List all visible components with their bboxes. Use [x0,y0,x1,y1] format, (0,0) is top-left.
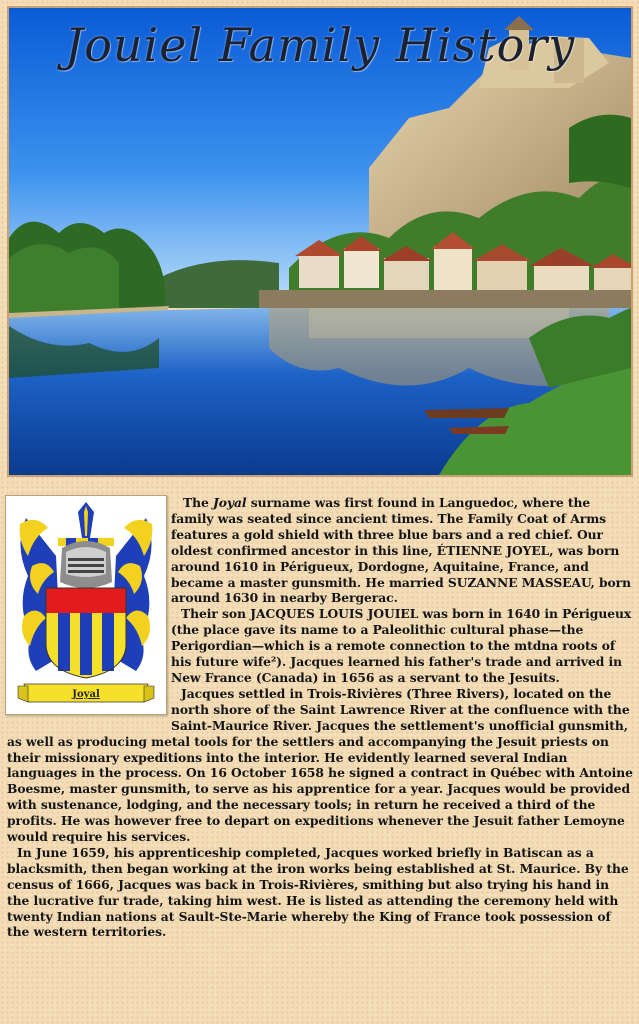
paragraph-2: Their son JACQUES LOUIS JOUIEL was born in 1640 in Périgueux (the place gave its name to a Paleolithic cultural phase—the Perigordian—which is a remote connection to the mtdna roots of his future wife²). Jacques learned his father's trade and arrived in New France (Canada) in 1656 as a servant to the Jesuits. [171,606,632,685]
paragraph-3: Jacques settled in Trois-Rivières (Three Rivers), located on the north shore of the Saint Lawrence River at the confluence with the Saint-Maurice River. Jacques the settlement's unofficial gunsmith, as well as producing metal tools for the settlers and accompanying the Jesuit priests on their missionary expeditions into the interior. He evidently learned several Indian languages in the process. On 16 October 1658 he signed a contract in Québec with Antoine Boesme, master gunsmith, to serve as his apprentice for a year. Jacques would be provided with sustenance, lodging, and the necessary tools; in return he received a third of the profits. He was however free to depart on expeditions whenever the Jesuit father Lemoyne would require his services. [7,685,633,845]
surname-emphasis: Joyal [213,495,247,510]
paragraph-4: In June 1659, his apprenticeship completed, Jacques worked briefly in Batiscan as a blacksmith, then began working at the iron works being established at St. Maurice. By the census of 1666, Jacques was back in Trois-Rivières, smithing but also trying his hand in the lucrative fur trade, taking him west. He is listed as attending the ceremony held with twenty Indian nations at Sault-Ste-Marie whereby the King of France took possession of the western territories. [7,844,629,940]
crest-spacer [7,495,169,720]
p1-lead: The [183,495,213,510]
article-body [7,495,634,940]
hero-image [7,6,633,477]
p1-text: surname was first found in Languedoc, where the family was seated since ancient times. The Family Coat of Arms features a gold shield with three blue bars and a red chief. Our oldest confirmed ancestor in this line, ÉTIENNE JOYEL, was born around 1610 in Périgueux, Dordogne, Aquitaine, France, and became a master gunsmith. He married SUZANNE MASSEAU, born around 1630 in nearby Bergerac. [171,495,631,606]
crest-motto-label: Joyal [72,689,100,700]
page-title: Jouiel Family History [64,18,576,72]
river-village-photo [9,8,631,475]
